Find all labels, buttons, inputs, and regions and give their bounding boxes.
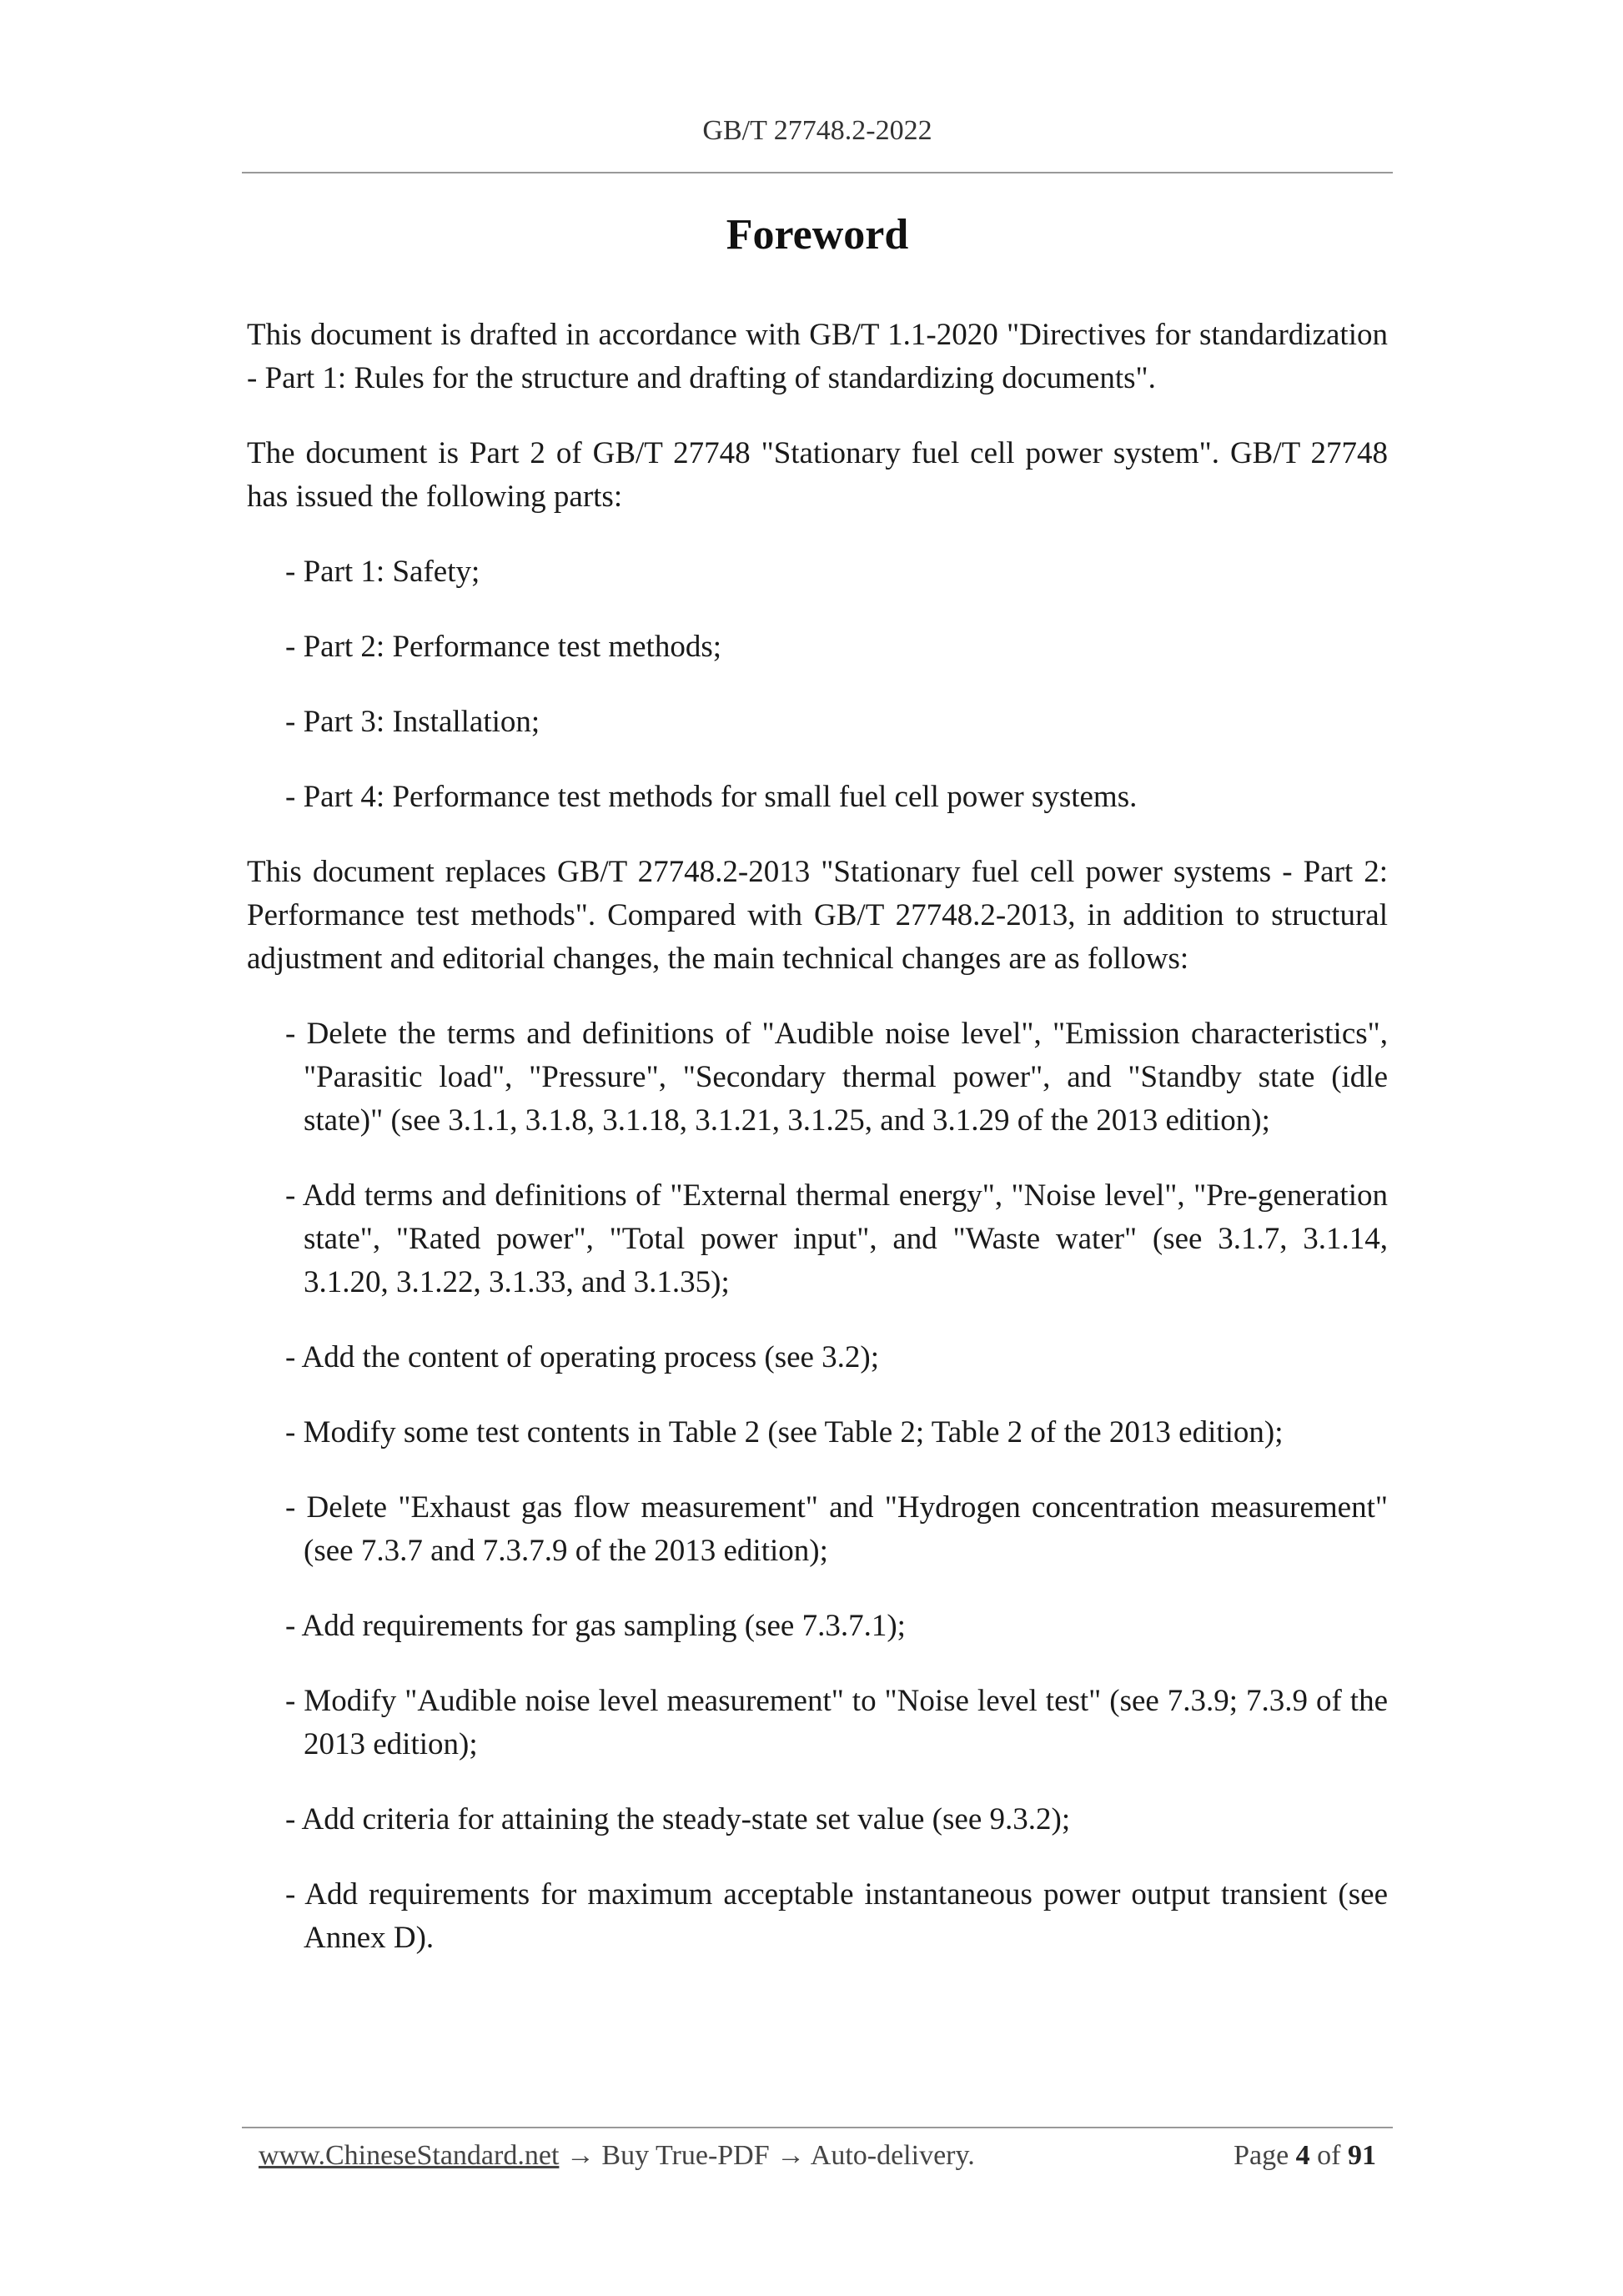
paragraph-drafting: This document is drafted in accordance with GB/T 1.1-2020 "Directives for standardization - Part 1: Rules for the structure and drafting of standardizing documents". xyxy=(247,318,1388,395)
document-body xyxy=(247,314,1388,1992)
list-item-change: - Add the content of operating process (see 3.2); xyxy=(285,1340,880,1374)
page-number xyxy=(1234,2135,1376,2177)
list-item-change: - Add terms and definitions of "External thermal energy", "Noise level", "Pre-generation state", "Rated power", "Total power input", and "Waste water" (see 3.1.7, 3.1.14, 3.1.20, 3.1.22, 3.1.33, and 3.1.35); xyxy=(285,1178,1388,1299)
footer-divider xyxy=(242,2127,1393,2128)
auto-delivery-text: Auto-delivery. xyxy=(810,2140,975,2171)
buy-true-pdf-text: Buy True-PDF xyxy=(601,2140,770,2171)
arrow-right-icon: → xyxy=(776,2140,806,2171)
site-link[interactable]: www.ChineseStandard.net xyxy=(259,2140,560,2171)
header-doc-code: GB/T 27748.2-2022 xyxy=(702,115,932,146)
list-item-part: - Part 2: Performance test methods; xyxy=(285,630,722,664)
page-total: 91 xyxy=(1348,2140,1376,2171)
arrow-right-icon: → xyxy=(565,2140,595,2171)
list-item-change: - Modify "Audible noise level measurement" to "Noise level test" (see 7.3.9; 7.3.9 of the 2013 edition); xyxy=(285,1684,1388,1761)
footer-links xyxy=(259,2135,975,2177)
of-label: of xyxy=(1317,2140,1341,2171)
list-item-change: - Delete the terms and definitions of "Audible noise level", "Emission characteristics", "Parasitic load", "Pressure", "Secondary thermal power", and "Standby state (idle state)" (see 3.1.1, 3.1.8, 3.1.18, 3.1.21, 3.1.25, and 3.1.29 of the 2013 edition); xyxy=(285,1017,1388,1138)
list-item-part: - Part 1: Safety; xyxy=(285,555,480,589)
paragraph-parts-intro: The document is Part 2 of GB/T 27748 "Stationary fuel cell power system". GB/T 27748 has issued the following parts: xyxy=(247,436,1388,514)
list-item-change: - Add requirements for maximum acceptable instantaneous power output transient (see Annex D). xyxy=(285,1877,1388,1955)
list-item-part: - Part 4: Performance test methods for small fuel cell power systems. xyxy=(285,780,1138,814)
header-divider xyxy=(242,172,1393,173)
page-label: Page xyxy=(1234,2140,1289,2171)
page-title: Foreword xyxy=(726,211,909,259)
paragraph-replaces: This document replaces GB/T 27748.2-2013 "Stationary fuel cell power systems - Part 2: Performance test methods". Compared with GB/T 27748.2-2013, in addition to structural adjustment and editorial changes, the main technical changes are as follows: xyxy=(247,855,1388,976)
list-item-change: - Add requirements for gas sampling (see 7.3.7.1); xyxy=(285,1609,906,1643)
list-item-change: - Delete "Exhaust gas flow measurement" and "Hydrogen concentration measurement" (see 7.3.7 and 7.3.7.9 of the 2013 edition); xyxy=(285,1490,1388,1568)
list-item-change: - Add criteria for attaining the steady-state set value (see 9.3.2); xyxy=(285,1802,1071,1836)
list-item-change: - Modify some test contents in Table 2 (see Table 2; Table 2 of the 2013 edition); xyxy=(285,1415,1284,1449)
page-current: 4 xyxy=(1295,2140,1310,2171)
list-item-part: - Part 3: Installation; xyxy=(285,705,540,739)
